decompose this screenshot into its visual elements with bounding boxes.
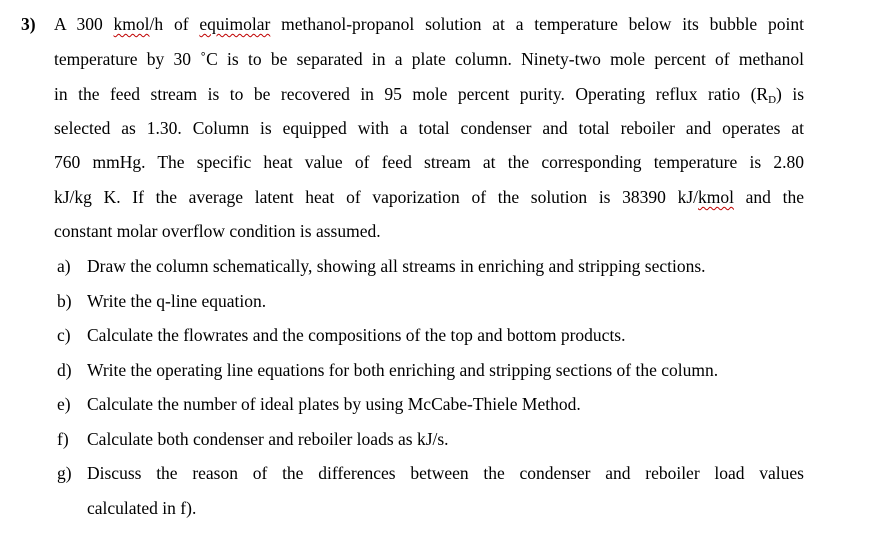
item-text-g: Discuss the reason of the differences between the condenser and reboiler load values xyxy=(87,463,804,483)
question-number: 3) xyxy=(21,14,36,34)
problem-text: and the xyxy=(734,187,804,207)
item-text-b: Write the q-line equation. xyxy=(87,291,267,311)
item-text-d: Write the operating line equations for both enriching and stripping sections of the column. xyxy=(87,360,719,380)
item-label-g: g) xyxy=(57,463,72,483)
item-label-b: b) xyxy=(57,291,72,311)
problem-line-7: constant molar overflow condition is assumed. xyxy=(54,221,381,241)
problem-text: ) is xyxy=(776,84,805,104)
item-text-f: Calculate both condenser and reboiler loads as kJ/s. xyxy=(87,429,449,449)
item-text-c: Calculate the flowrates and the compositions of the top and bottom products. xyxy=(87,325,626,345)
item-label-f: f) xyxy=(57,429,69,449)
problem-text: /h of xyxy=(149,14,200,34)
problem-line-4: selected as 1.30. Column is equipped with a total condenser and total reboiler and operates at xyxy=(54,118,804,138)
item-label-a: a) xyxy=(57,256,71,276)
problem-line-1 xyxy=(54,14,804,34)
problem-text: in the feed stream is to be recovered in 95 mole percent purity. Operating reflux ratio (R xyxy=(54,84,769,104)
problem-line-5: 760 mmHg. The specific heat value of feed stream at the corresponding temperature is 2.80 xyxy=(54,152,804,172)
item-text-e: Calculate the number of ideal plates by using McCabe-Thiele Method. xyxy=(87,394,581,414)
problem-text: kJ/kg K. If the average latent heat of vaporization of the solution is 38390 kJ/ xyxy=(54,187,699,207)
problem-line-2: temperature by 30 ˚C is to be separated in a plate column. Ninety-two mole percent of methanol xyxy=(54,49,804,69)
item-label-d: d) xyxy=(57,360,72,380)
item-text-a: Draw the column schematically, showing all streams in enriching and stripping sections. xyxy=(87,256,706,276)
item-label-c: c) xyxy=(57,325,71,345)
item-text-g-continued: calculated in f). xyxy=(87,498,197,518)
spellcheck-word: kmol xyxy=(698,187,734,207)
spellcheck-word: equimolar xyxy=(199,14,271,34)
spellcheck-word: kmol xyxy=(113,14,150,34)
problem-line-3 xyxy=(54,84,804,110)
subscript: D xyxy=(768,94,777,106)
problem-text: A 300 xyxy=(54,14,114,34)
problem-line-6 xyxy=(54,187,804,207)
problem-text: methanol-propanol solution at a temperature below its bubble point xyxy=(270,14,804,34)
item-label-e: e) xyxy=(57,394,71,414)
